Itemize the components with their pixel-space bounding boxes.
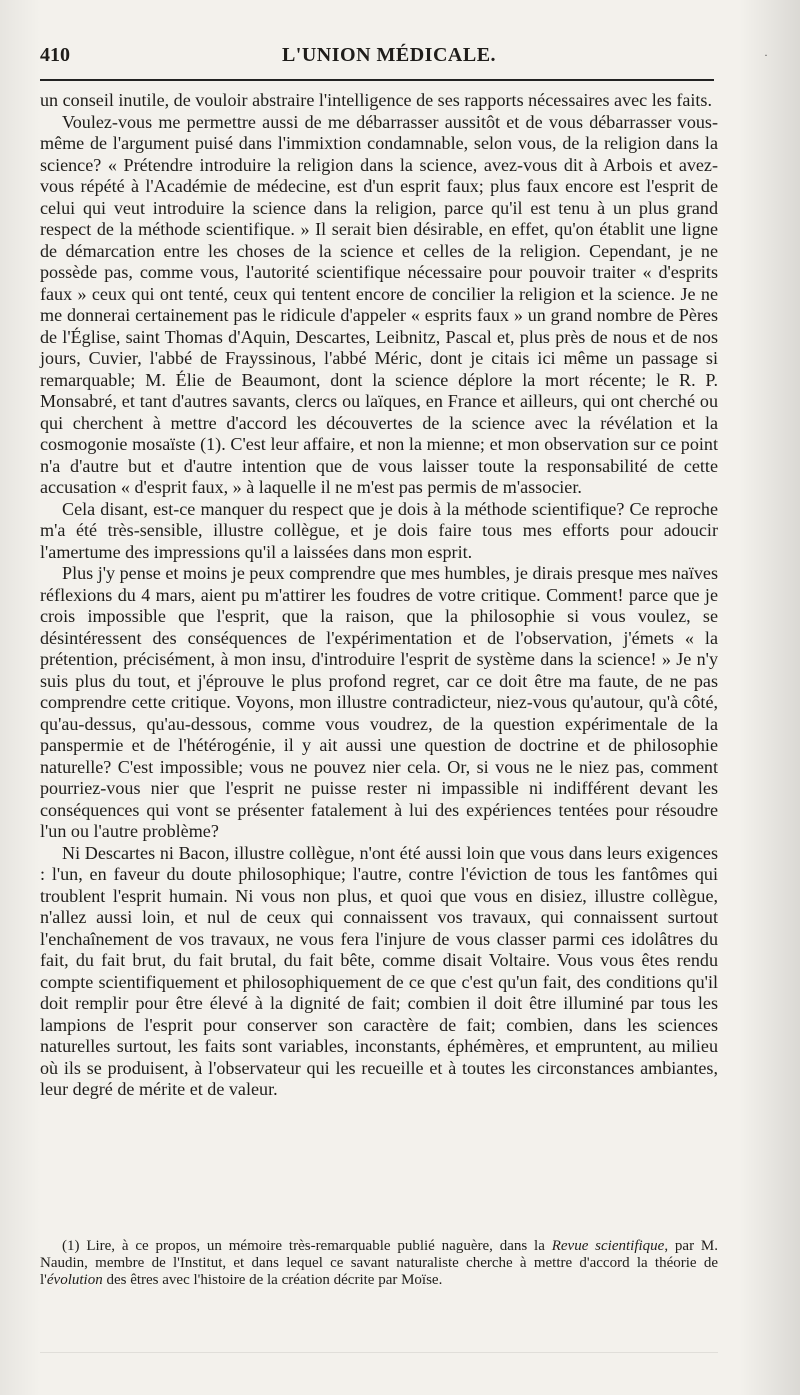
header-mark: · [764,48,768,62]
paragraph-2: Voulez-vous me permettre aussi de me débarrasser aussitôt et de vous débarrasser vous-même de l'argument puisé dans l'immixtion condamnable, selon vous, de la religion dans la science? « Prétendre introduire la religion dans la science, avez-vous dit à Arbois et avez-vous répété à l'Académie de médecine, est d'un esprit faux; plus faux encore est l'esprit de celui qui veut introduire la science dans la religion, parce qu'il est tenu à un plus grand respect de la méthode scientifique. » Il serait bien désirable, en effet, qu'on établit une ligne de démarcation entre les choses de la science et celles de la religion. Cependant, je ne possède pas, comme vous, l'autorité scientifique nécessaire pour pouvoir traiter « d'esprits faux » ceux qui ont tenté, ceux qui tentent encore de concilier la religion et la science. Je ne me donnerai certainement pas le ridicule d'appeler « esprits faux » un grand nombre de Pères de l'Église, saint Thomas d'Aquin, Descartes, Leibnitz, Pascal et, plus près de nous et de nos jours, Cuvier, l'abbé de Frayssinous, l'abbé Méric, dont je citais ici même un passage si remarquable; M. Élie de Beaumont, dont la science déplore la mort récente; le R. P. Monsabré, et tant d'autres savants, clercs ou laïques, en France et ailleurs, qui ont cherché ou qui cherchent à mettre d'accord les découvertes de la science avec la révélation et la cosmogonie mosaïste (1). C'est leur affaire, et non la mienne; et mon observation sur ce point n'a d'autre but et d'autre intention que de vous laisser toute la responsabilité de cette accusation « d'esprit faux, » à laquelle il ne m'est pas permis de m'associer. [40,111,718,497]
paragraph-5: Ni Descartes ni Bacon, illustre collègue, n'ont été aussi loin que vous dans leurs exigences : l'un, en faveur du doute philosophique; l'autre, contre l'éviction de tous les fantômes qui troublent l'esprit humain. Ni vous non plus, et quoi que vous en disiez, illustre collègue, n'allez aussi loin, et nul de ceux qui connaissent vos travaux, qui connaissent surtout l'enchaînement de vos travaux, ne vous fera l'injure de vous classer parmi ces idolâtres du fait, du fait brut, du fait brutal, du fait bête, comme disait Voltaire. Vous vous êtes rendu compte scientifiquement et philosophiquement de ce que c'est qu'un fait, des conditions qu'il doit remplir pour être élevé à la dignité de fait; combien il doit être illuminé par tous les lampions de l'esprit pour conserver son caractère de fait; combien, dans les sciences naturelles surtout, les faits sont variables, inconstants, éphémères, et empruntent, au milieu où ils se produisent, à l'observateur qui les recueille et à toutes les circonstances ambiantes, leur degré de mérite et de valeur. [40,842,718,1099]
footnote-text-after: des êtres avec l'histoire de la création décrite par Moïse. [102,1272,443,1289]
footnote-text-middle: , par M. Naudin, membre de l'Institut, et dans lequel ce savant naturaliste cherche à mettre d'accord la théorie de l' [40,1238,718,1289]
running-title: L'UNION MÉDICALE. [281,44,497,66]
page-number: 410 [40,44,70,66]
paragraph-4: Plus j'y pense et moins je peux comprendre que mes humbles, je dirais presque mes naïves réflexions du 4 mars, aient pu m'attirer les foudres de votre critique. Comment! parce que je crois impossible que l'esprit, que la raison, que la philosophie si vous voulez, se désintéressent des conséquences de l'expérimentation et de l'observation, j'émets « la prétention, précisément, à mon insu, d'introduire l'esprit de système dans la science! » Je n'y suis plus du tout, et j'éprouve le plus profond regret, car ce doit être ma faute, de ne pas comprendre cette critique. Voyons, mon illustre contradicteur, niez-vous qu'autour, qu'à côté, qu'au-dessus, qu'au-dessous, comme vous voudrez, de la question expérimentale de la panspermie et de l'hétérogénie, il y ait aussi une question de doctrine et de philosophie naturelle? C'est impossible; vous ne pouvez nier cela. Or, si vous ne le niez pas, comment pourriez-vous nier que l'esprit ne puisse rester ni impassible ni indifférent devant les conséquences qui vont se présenter fatalement à lui des expériences tentées pour résoudre l'un ou l'autre problème? [40,563,718,841]
footnote-evolution: évolution [46,1272,103,1289]
header-rule [40,79,714,81]
footnote-text-before: (1) Lire, à ce propos, un mémoire très-remarquable publié naguère, dans la [62,1238,552,1254]
bottom-margin-strip [40,1352,718,1365]
paragraph-3: Cela disant, est-ce manquer du respect que je dois à la méthode scientifique? Ce reproche m'a été très-sensible, illustre collègue, et je dois faire tous mes efforts pour adoucir l'amertume des impressions qu'il a laissées dans mon esprit. [40,498,718,562]
page-header [40,44,768,74]
footnote-journal: Revue scientifique [551,1238,665,1254]
paragraph-1: un conseil inutile, de vouloir abstraire l'intelligence de ses rapports nécessaires avec les faits. [40,90,712,110]
article-body [40,90,718,1101]
footnote [40,1238,718,1290]
